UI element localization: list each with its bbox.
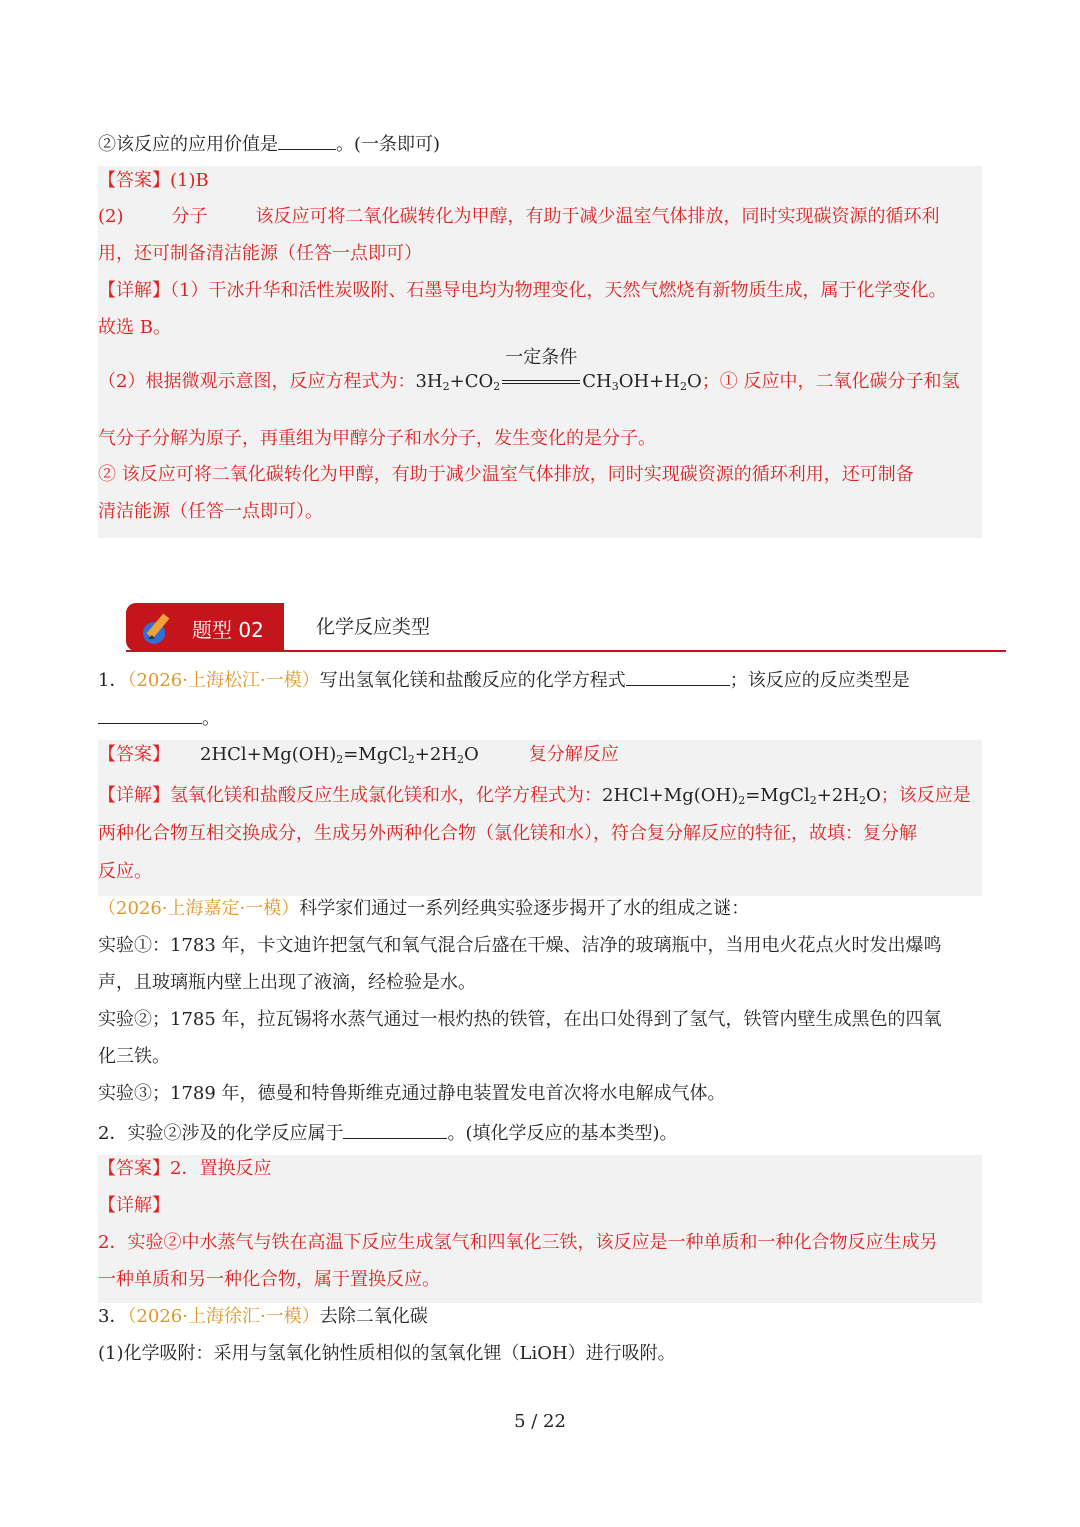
detail-line: 清洁能源（任答一点即可）。 — [98, 501, 323, 522]
detail-line: 故选 B。 — [98, 317, 171, 338]
question-2: 2．实验②涉及的化学反应属于 。(填化学反应的基本类型)。 — [98, 1120, 982, 1146]
passage-line: 化三铁。 — [98, 1046, 170, 1067]
section-divider — [126, 650, 1006, 652]
equation-line: （2）根据微观示意图，反应方程式为：$3H_2+CO_2$ 一定条件 $CH_3OH+H_2O$；① 反应中，二氧化碳分子和氢 — [98, 347, 960, 393]
passage-line: 实验①：1783 年，卡文迪许把氢气和氧气混合后盛在干燥、洁净的玻璃瓶中，当用电火花点火时发出爆鸣 — [98, 935, 942, 956]
answer-line: (2) 分子 该反应可将二氧化碳转化为甲醇，有助于减少温室气体排放，同时实现碳资源的循环利 — [98, 206, 940, 227]
detail-line: 两种化合物互相交换成分，生成另外两种化合物（氯化镁和水），符合复分解反应的特征，故填：复分解 — [98, 823, 917, 844]
page-number: 5 / 22 — [514, 1411, 566, 1432]
section-title: 化学反应类型 — [316, 616, 431, 638]
answer-line: 【答案】 $2HCl+Mg(OH)_2=MgCl_2+2H_2O$ 复分解反应 — [98, 744, 619, 766]
question-1: 1．（2026·上海松江·一模）写出氢氧化镁和盐酸反应的化学方程式 ；该反应的反应类型是 — [98, 667, 982, 693]
question-3: 3．（2026·上海徐汇·一模）去除二氧化碳 — [98, 1306, 428, 1327]
answer-blank — [98, 705, 202, 724]
section-badge: 题型 02 — [126, 603, 284, 651]
detail-line: 气分子分解为原子，再重组为甲醇分子和水分子，发生变化的是分子。 — [98, 428, 656, 449]
question-1-cont: 。 — [98, 705, 982, 731]
answer-line: 【答案】2．置换反应 — [98, 1158, 272, 1179]
detail-line: 2．实验②中水蒸气与铁在高温下反应生成氢气和四氧化三铁，该反应是一种单质和一种化合物反应生成另 — [98, 1232, 938, 1253]
detail-line: 【详解】氢氧化镁和盐酸反应生成氯化镁和水，化学方程式为：$2HCl+Mg(OH)_2=MgCl_2+2H_2O$；该反应是 — [98, 785, 971, 807]
answer-line: 用，还可制备清洁能源（任答一点即可） — [98, 243, 422, 264]
passage-intro: （2026·上海嘉定·一模）科学家们通过一系列经典实验逐步揭开了水的组成之谜： — [98, 898, 750, 919]
reaction-arrow: 一定条件 — [500, 370, 582, 394]
question-application: ②该反应的应用价值是 。(一条即可) — [98, 131, 982, 157]
detail-line: 【详解】 — [98, 1195, 170, 1216]
answer-blank — [278, 131, 336, 150]
detail-line: ② 该反应可将二氧化碳转化为甲醇，有助于减少温室气体排放，同时实现碳资源的循环利用，还可制备 — [98, 464, 914, 485]
answer-line: 【答案】(1)B — [98, 170, 209, 191]
question-3-sub: (1)化学吸附：采用与氢氧化钠性质相似的氢氧化锂（LiOH）进行吸附。 — [98, 1343, 676, 1364]
detail-line: 反应。 — [98, 861, 152, 882]
passage-line: 实验②；1785 年，拉瓦锡将水蒸气通过一根灼热的铁管，在出口处得到了氢气，铁管内壁生成黑色的四氧 — [98, 1009, 942, 1030]
answer-blank — [626, 667, 730, 686]
pencil-icon — [140, 609, 180, 645]
answer-blank — [343, 1120, 447, 1139]
detail-line: 一种单质和另一种化合物，属于置换反应。 — [98, 1269, 440, 1290]
passage-line: 实验③；1789 年，德曼和特鲁斯维克通过静电装置发电首次将水电解成气体。 — [98, 1083, 726, 1104]
passage-line: 声，且玻璃瓶内壁上出现了液滴，经检验是水。 — [98, 972, 476, 993]
detail-line: 【详解】（1）干冰升华和活性炭吸附、石墨导电均为物理变化，天然气燃烧有新物质生成，属于化学变化。 — [98, 280, 947, 301]
